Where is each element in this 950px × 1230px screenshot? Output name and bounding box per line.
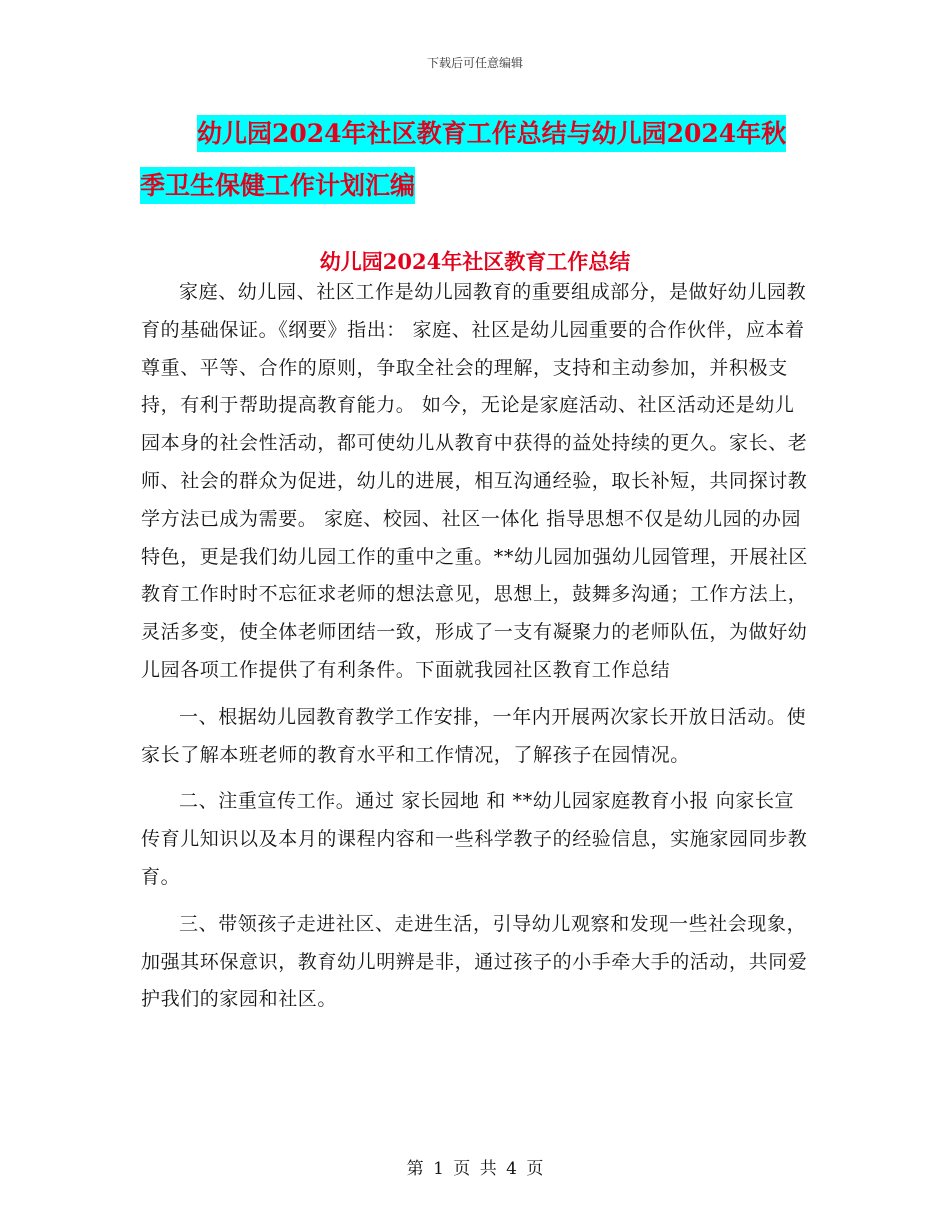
paragraph: 一、根据幼儿园教育教学工作安排，一年内开展两次家长开放日活动。使家长了解本班老师的教育水平和工作情况，了解孩子在园情况。 xyxy=(141,705,807,766)
title-line-2-text: 季卫生保健工作计划汇编 xyxy=(140,167,415,204)
page-footer: 第 1 页 共 4 页 xyxy=(406,1159,544,1179)
title-line-2 xyxy=(140,160,820,212)
section-title: 幼儿园2024年社区教育工作总结 xyxy=(319,249,631,274)
paragraph: 家庭、幼儿园、社区工作是幼儿园教育的重要组成部分，是做好幼儿园教育的基础保证。《纲要》指出： 家庭、社区是幼儿园重要的合作伙伴，应本着尊重、平等、合作的原则，争取全社会的理解，支持和主动参加，并积极支持，有利于帮助提高教育能力。 如今，无论是家庭活动、社区活动还是幼儿园本身的社会性活动，都可使幼儿从教育中获得的益处持续的更久。家长、老师、社会的群众为促进，幼儿的进展，相互沟通经验，取长补短，共同探讨教学方法已成为需要。 家庭、校园、社区一体化 指导思想不仅是幼儿园的办园特色，更是我们幼儿园工作的重中之重。**幼儿园加强幼儿园管理，开展社区教育工作时时不忘征求老师的想法意见，思想上，鼓舞多沟通；工作方法上，灵活多变，使全体老师团结一致，形成了一支有凝聚力的老师队伍，为做好幼儿园各项工作提供了有利条件。下面就我园社区教育工作总结 xyxy=(141,281,809,681)
document-title xyxy=(140,108,820,212)
paragraph: 三、带领孩子走进社区、走进生活，引导幼儿观察和发现一些社会现象，加强其环保意识，教育幼儿明辨是非，通过孩子的小手牵大手的活动，共同爱护我们的家园和社区。 xyxy=(141,912,808,1011)
paragraph: 二、注重宣传工作。通过 家长园地 和 **幼儿园家庭教育小报 向家长宣传育儿知识以及本月的课程内容和一些科学教子的经验信息，实施家园同步教育。 xyxy=(141,790,808,888)
title-line-1-text: 幼儿园2024年社区教育工作总结与幼儿园2024年秋 xyxy=(197,115,786,152)
header-note: 下载后可任意编辑 xyxy=(426,56,523,70)
body-text xyxy=(141,274,809,1019)
title-line-1 xyxy=(140,108,820,160)
